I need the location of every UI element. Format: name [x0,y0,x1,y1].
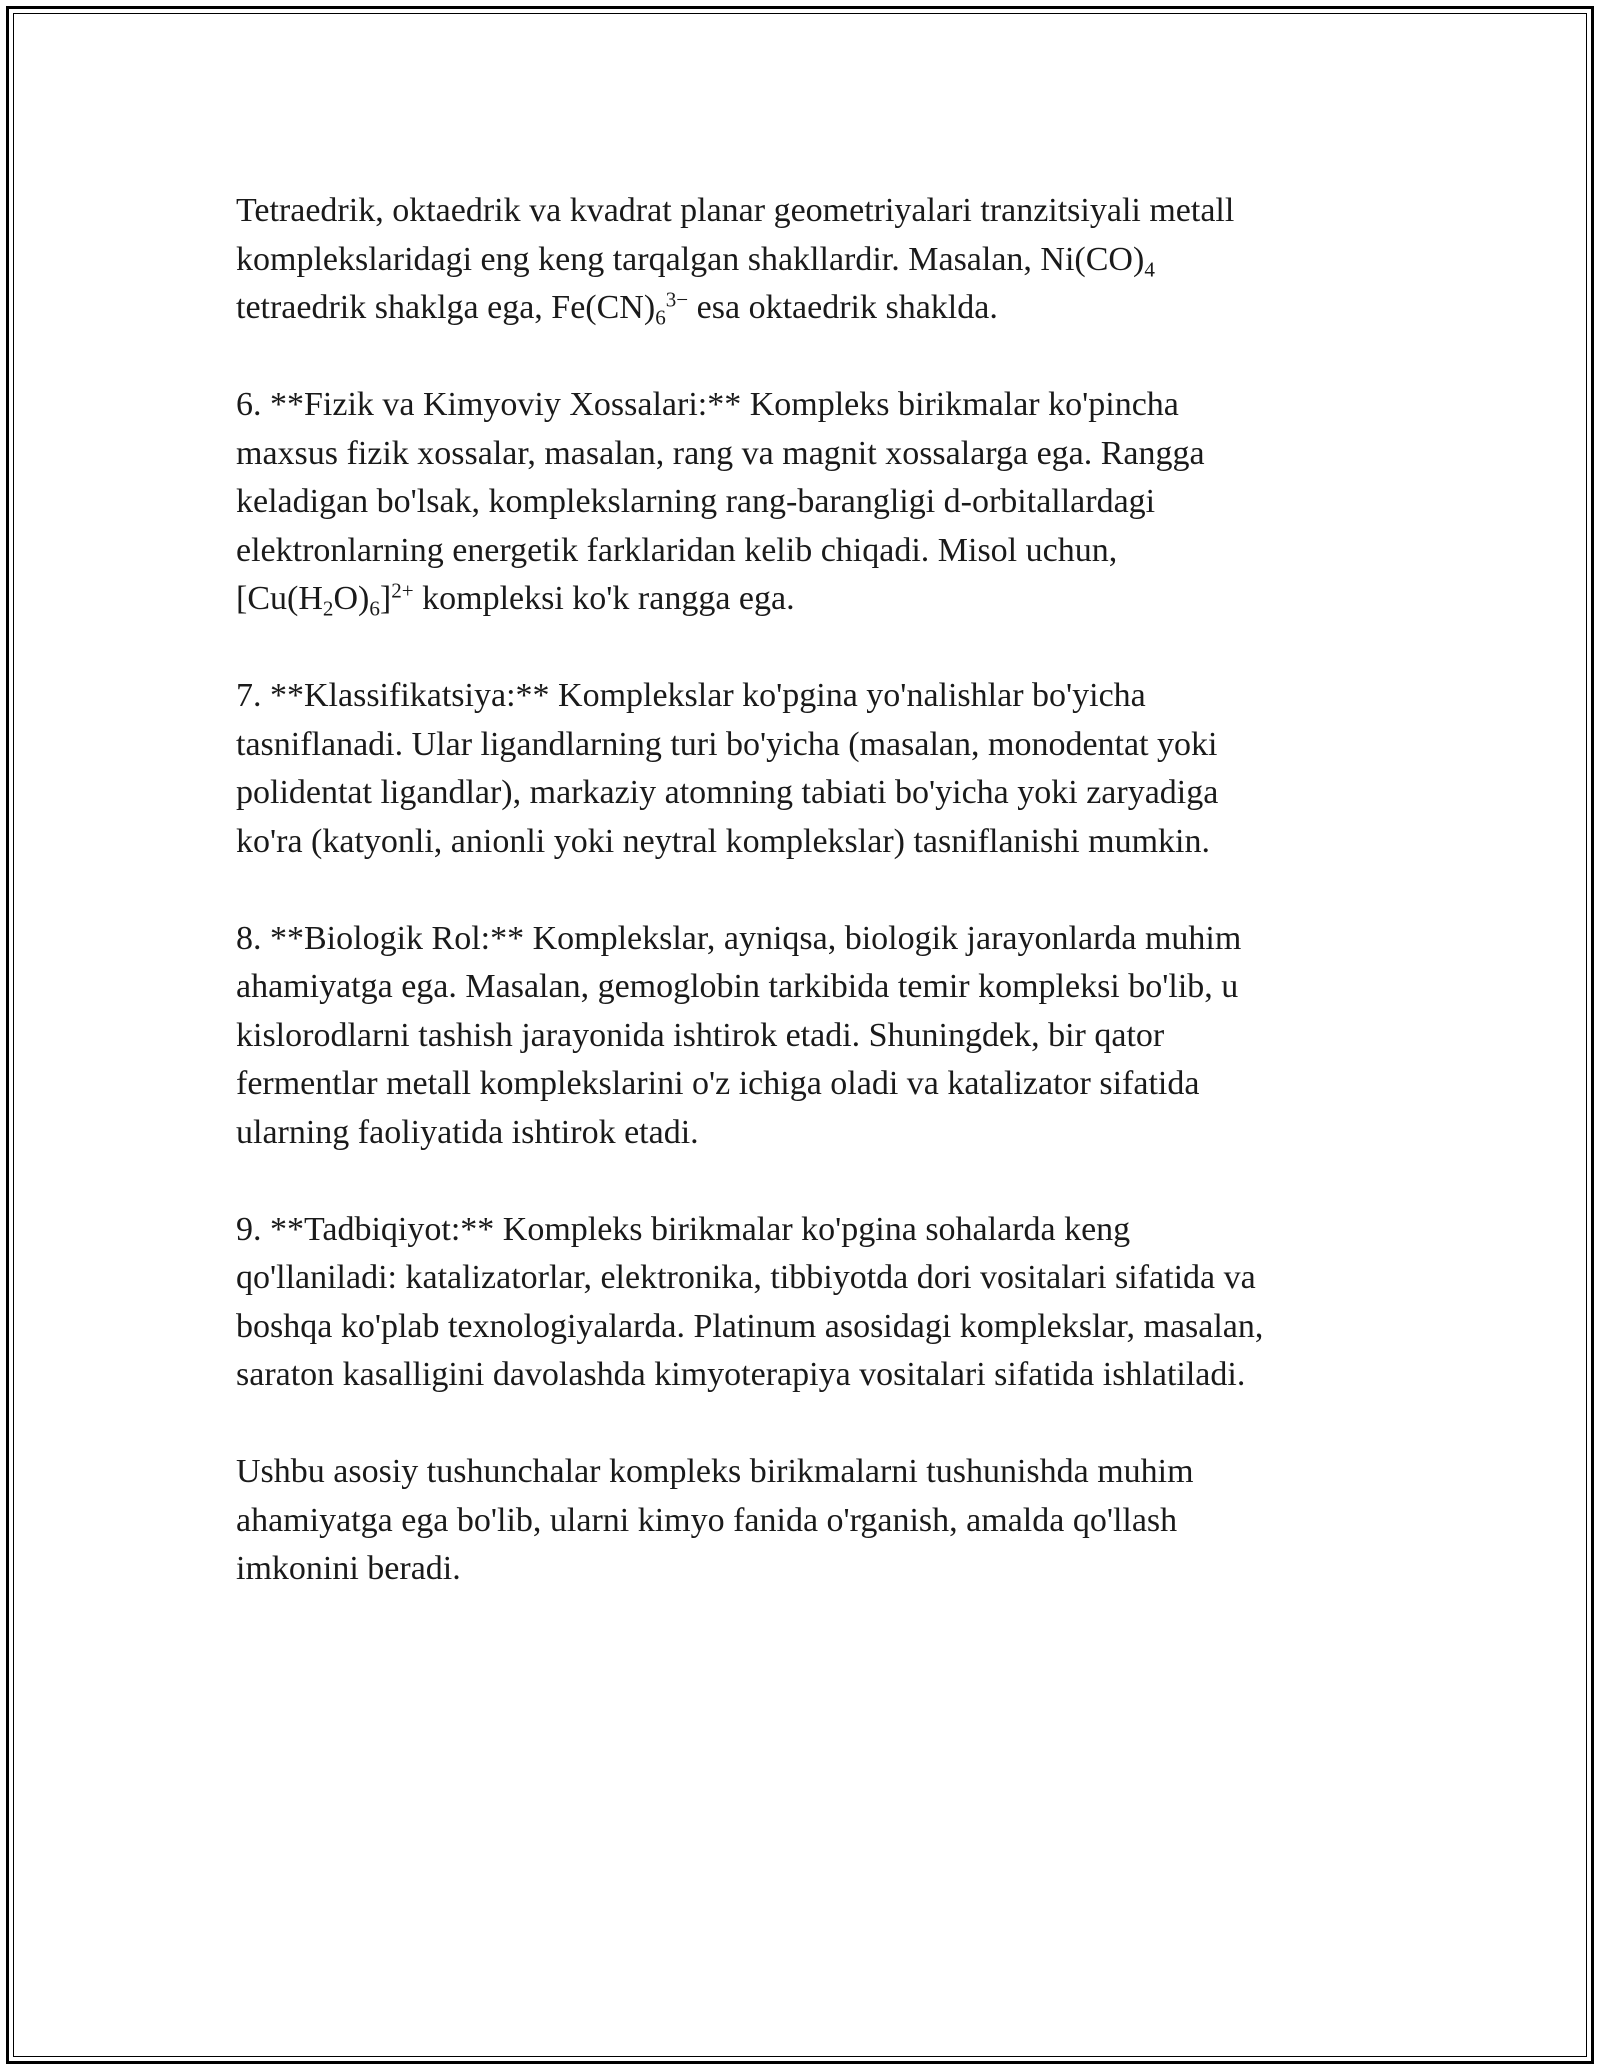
geometry-text-end: esa oktaedrik shaklda. [688,289,998,326]
properties-text-end: kompleksi ko'k rangga ega. [413,580,795,617]
geometry-text: Tetraedrik, oktaedrik va kvadrat planar geometriyalari tranzitsiyali metall komplekslaridagi eng keng tarqalgan shakllardir. Masalan, Ni(CO) [236,192,1235,278]
paragraph-biological-role: 8. **Biologik Rol:** Komplekslar, ayniqsa, biologik jarayonlarda muhim ahamiyatga ega. Masalan, gemoglobin tarkibida temir kompleksi bo'lib, u kislorodlarni tashish jarayonida ishtirok etadi. Shuningdek, bir qator fermentlar metall komplekslarini o'z ichiga oladi va katalizator sifatida ularning faoliyatida ishtirok etadi. [236,919,1242,1151]
paragraph-classification: 7. **Klassifikatsiya:** Komplekslar ko'pgina yo'nalishlar bo'yicha tasniflanadi. Ular ligandlarning turi bo'yicha (masalan, monodentat yoki polidentat ligandlar), markaziy atomning tabiati bo'yicha yoki zaryadiga ko'ra (katyonli, anionli yoki neytral komplekslar) tasniflanishi mumkin. [236,677,1219,860]
properties-bracket: ] [379,580,392,617]
superscript-charge: 3− [665,287,689,312]
subscript: 6 [655,305,666,330]
subscript: 4 [1144,256,1155,281]
document-body [236,187,1366,1594]
superscript-charge: 2+ [391,578,414,603]
subscript: 2 [322,596,334,621]
paragraph-geometry [236,187,1366,333]
paragraph-conclusion: Ushbu asosiy tushunchalar kompleks birikmalarni tushunishda muhim ahamiyatga ega bo'lib, ularni kimyo fanida o'rganish, amalda qo'llash imkonini beradi. [236,1453,1194,1587]
paragraph-applications: 9. **Tadbiqiyot:** Kompleks birikmalar ko'pgina sohalarda keng qo'llaniladi: katalizatorlar, elektronika, tibbiyotda dori vositalari sifatida va boshqa ko'plab texnologiyalarda. Platinum asosidagi komplekslar, masalan, saraton kasalligini davolashda kimyoterapiya vositalari sifatida ishlatiladi. [236,1210,1264,1393]
paragraph-physical-chemical-properties [236,381,1366,624]
properties-text: 6. **Fizik va Kimyoviy Xossalari:** Kompleks birikmalar ko'pincha maxsus fizik xossalar, masalan, rang va magnit xossalarga ega. Rangga keladigan bo'lsak, komplekslarning rang-barangligi d-orbitallardagi elektronlarning energetik farklaridan kelib chiqadi. Misol uchun, [Cu(H [236,386,1205,617]
subscript: 6 [369,596,380,621]
geometry-text-mid: tetraedrik shaklga ega, Fe(CN) [236,289,656,326]
properties-text-mid: O) [333,580,370,617]
